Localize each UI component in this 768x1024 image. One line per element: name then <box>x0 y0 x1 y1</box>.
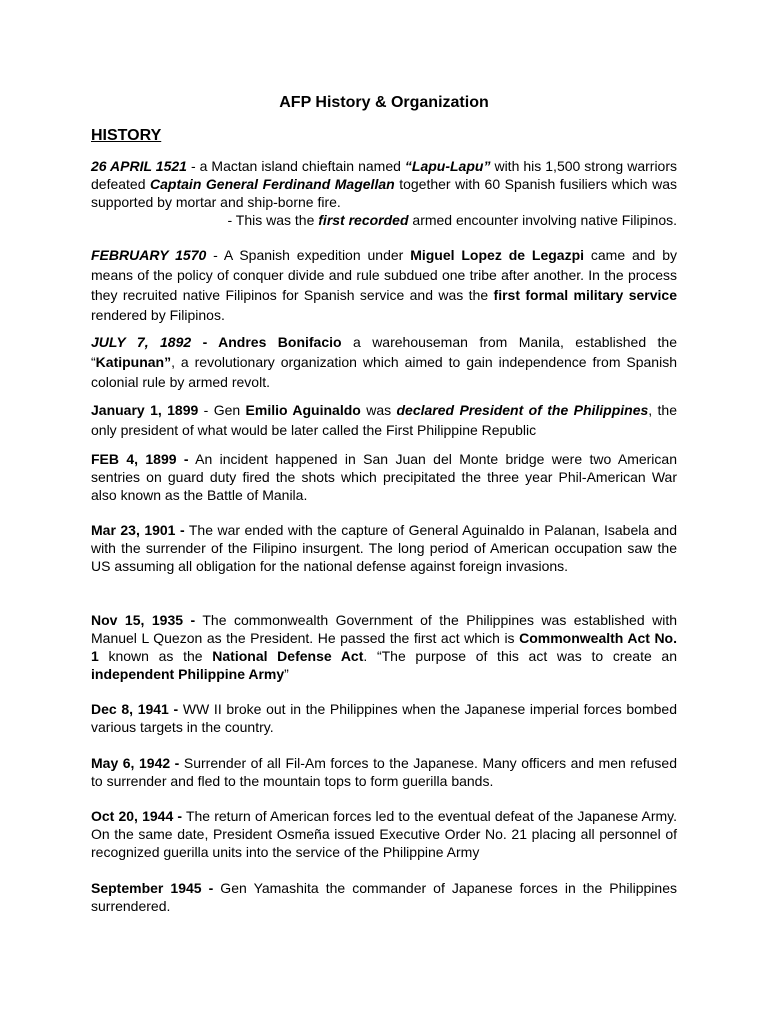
entry-date: FEB 4, 1899 - <box>91 451 189 467</box>
entry-text: The war ended with the capture of General Aguinaldo in Palanan, Isabela and with the surrender of the Filipino insurgent. The long period of American occupation saw the US assuming all obligation for the national defense against foreign invasions. <box>91 522 677 574</box>
entry-date: FEBRUARY 1570 <box>91 247 207 263</box>
entry-emphasis: Miguel Lopez de Legazpi <box>410 247 585 263</box>
entry-1945 <box>91 879 677 915</box>
entry-1899-jan <box>91 400 677 440</box>
entry-subpoint <box>91 211 677 229</box>
entry-text: An incident happened in San Juan del Monte bridge were two American sentries on guard duty fired the shots which precipitated the three year Phil-American War also known as the Battle of Manila. <box>91 451 677 503</box>
entry-text: rendered by Filipinos. <box>91 307 225 323</box>
entry-text: together with 60 Spanish fusiliers which was supported by mortar and ship-borne fire. <box>91 176 677 210</box>
entry-text: - a Mactan island chieftain named <box>186 158 405 174</box>
entry-text: Gen Yamashita the commander of Japanese forces in the Philippines surrendered. <box>91 880 677 914</box>
entry-text: ” <box>284 666 289 682</box>
entry-text: - This was the <box>227 212 319 228</box>
entry-emphasis: Emilio Aguinaldo <box>245 402 361 418</box>
entry-date: Mar 23, 1901 - <box>91 522 185 538</box>
entry-1941 <box>91 700 677 736</box>
entry-text: known as the <box>98 648 213 664</box>
entry-text: was <box>360 402 397 418</box>
entry-text: - Gen <box>198 402 246 418</box>
entry-text: came and by means of the policy of conquer divide and rule subdued one tribe after another. In the process they recruited native Filipinos for Spanish service and was the <box>91 247 677 303</box>
entry-emphasis: independent Philippine Army <box>91 666 285 682</box>
entry-emphasis: first recorded <box>318 212 409 228</box>
entry-date: January 1, 1899 <box>91 402 199 418</box>
entry-1521 <box>91 157 677 229</box>
entry-text: . “The purpose of this act was to create an <box>363 648 678 664</box>
entry-text: - <box>191 334 219 350</box>
entry-text: WW II broke out in the Philippines when the Japanese imperial forces bombed various targets in the country. <box>91 701 677 735</box>
entry-emphasis: “Lapu-Lapu” <box>404 158 491 174</box>
entry-date: 26 APRIL 1521 <box>91 158 187 174</box>
entry-date: JULY 7, 1892 <box>91 334 192 350</box>
entry-1944 <box>91 807 677 861</box>
entry-text: a warehouseman from Manila, established the “ <box>91 334 678 370</box>
entry-emphasis: National Defense Act <box>212 648 364 664</box>
entry-text: The commonwealth Government of the Philippines was established with Manuel L Quezon as the President. He passed the first act which is <box>91 612 677 646</box>
entry-emphasis: first formal military service <box>493 287 677 303</box>
entry-text: , the only president of what would be later called the First Philippine Republic <box>91 402 678 438</box>
entry-1892 <box>91 332 677 392</box>
entry-emphasis: Andres Bonifacio <box>218 334 342 350</box>
entry-text: Surrender of all Fil-Am forces to the Japanese. Many officers and men refused to surrender and fled to the mountain tops to form guerilla bands. <box>91 755 677 789</box>
entry-text: with his 1,500 strong warriors defeated <box>91 158 677 192</box>
entry-emphasis: Commonwealth Act No. 1 <box>91 630 677 664</box>
entry-1899-feb <box>91 450 677 504</box>
entry-text: - A Spanish expedition under <box>206 247 411 263</box>
entry-text: , a revolutionary organization which aimed to gain independence from Spanish colonial rule by armed revolt. <box>91 354 677 390</box>
entry-1570 <box>91 245 677 325</box>
entry-date: Oct 20, 1944 - <box>91 808 183 824</box>
section-heading-history: HISTORY <box>91 127 162 144</box>
entry-emphasis: declared President of the Philippines <box>396 402 649 418</box>
entry-emphasis: Captain General Ferdinand Magellan <box>150 176 395 192</box>
entry-date: May 6, 1942 - <box>91 755 180 771</box>
entry-date: Nov 15, 1935 - <box>91 612 196 628</box>
entry-1935 <box>91 611 677 683</box>
entry-date: Dec 8, 1941 - <box>91 701 179 717</box>
entry-date: September 1945 - <box>91 880 214 896</box>
entry-1901 <box>91 521 677 575</box>
entry-text: armed encounter involving native Filipinos. <box>408 212 677 228</box>
entry-emphasis: Katipunan” <box>95 354 172 370</box>
entry-1942 <box>91 754 677 790</box>
entry-text: The return of American forces led to the eventual defeat of the Japanese Army. On the same date, President Osmeña issued Executive Order No. 21 placing all personnel of recognized guerilla units into the service of the Philippine Army <box>91 808 678 860</box>
page-title: AFP History & Organization <box>279 94 489 111</box>
